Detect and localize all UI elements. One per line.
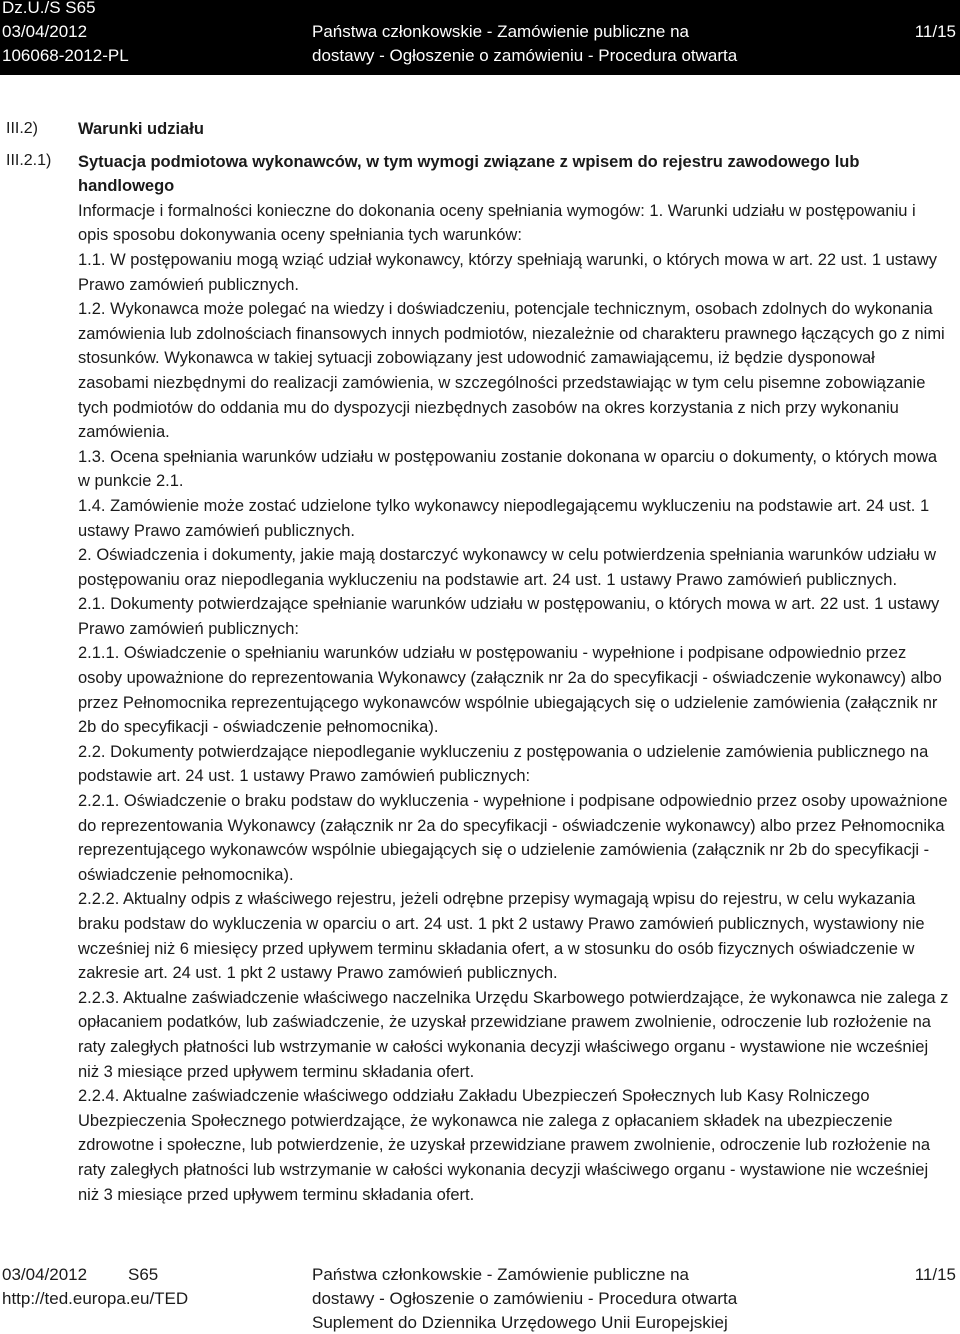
footer-date: 03/04/2012 (2, 1265, 88, 1284)
paragraph: 2.2. Dokumenty potwierdzające niepodleganie wykluczeniu z postępowania o udzielenie zamówienia publicznego na podstawie art. 24 ust. 1 ustawy Prawo zamówień publicznych: (78, 742, 929, 786)
journal-ref: Dz.U./S S65 (2, 0, 96, 17)
page-header (0, 0, 960, 75)
paragraph: 2.2.3. Aktualne zaświadczenie właściwego naczelnika Urzędu Skarbowego potwierdzające, że wykonawca nie zalega z opłacaniem podatków, lub zaświadczenie, że uzyskał przewidziane prawem zwolnienie, odroczenie lub rozłożenie na raty zaległych płatności lub wstrzymanie w całości wykonania decyzji właściwego organu - wystawione nie wcześniej niż 3 miesiące przed upływem terminu składania ofert. (78, 988, 949, 1081)
subsection-number: III.2.1) (6, 152, 52, 169)
paragraph: 2. Oświadczenia i dokumenty, jakie mają dostarczyć wykonawcy w celu potwierdzenia spełniania warunków udziału w postępowaniu oraz niepodlegania wykluczeniu na podstawie art. 24 ust. 1 ustawy Prawo zamówień publicznych. (78, 546, 937, 589)
footer-title-line2: dostawy - Ogłoszenie o zamówieniu - Procedura otwarta (312, 1289, 738, 1308)
header-doc-id: 106068-2012-PL (2, 46, 129, 65)
header-title-line2: dostawy - Ogłoszenie o zamówieniu - Procedura otwarta (312, 46, 738, 65)
subsection-heading: Sytuacja podmiotowa wykonawców, w tym wymogi związane z wpisem do rejestru zawodowego lub handlowego (78, 152, 860, 196)
paragraph: 1.3. Ocena spełniania warunków udziału w postępowaniu zostanie dokonana w oparciu o dokumenty, o których mowa w punkcie 2.1. (78, 447, 938, 491)
paragraph: 1.1. W postępowaniu mogą wziąć udział wykonawcy, którzy spełniają warunki, o których mowa w art. 22 ust. 1 ustawy Prawo zamówień publicznych. (78, 250, 937, 294)
footer-page-number: 11/15 (914, 1265, 956, 1284)
header-page-number: 11/15 (914, 22, 956, 41)
paragraph: 2.1. Dokumenty potwierdzające spełnianie warunków udziału w postępowaniu, o których mowa w art. 22 ust. 1 ustawy Prawo zamówień publicznych: (78, 595, 940, 638)
paragraph: 1.4. Zamówienie może zostać udzielone tylko wykonawcy niepodlegającemu wykluczeniu na podstawie art. 24 ust. 1 ustawy Prawo zamówień publicznych. (78, 496, 930, 540)
paragraph: Informacje i formalności konieczne do dokonania oceny spełniania wymogów: 1. Warunki udziału w postępowaniu i opis sposobu dokonywania oceny spełniania tych warunków: (78, 201, 916, 245)
footer-series: S65 (128, 1265, 159, 1284)
document-body (78, 117, 950, 1207)
footer-url[interactable]: http://ted.europa.eu/TED (2, 1289, 189, 1308)
paragraph: 2.2.1. Oświadczenie o braku podstaw do wykluczenia - wypełnione i podpisane odpowiednio przez osoby upoważnione do reprezentowania Wykonawcy (załącznik nr 2a do specyfikacji - oświadczenie wykonawcy) albo przez Pełnomocnika reprezentującego wykonawców wspólnie ubiegających się o udzielenie zamówienia (załącznik nr 2b do specyfikacji - oświadczenie pełnomocnika). (78, 792, 948, 884)
header-title-line1: Państwa członkowskie - Zamówienie publiczne na (312, 22, 690, 41)
header-date: 03/04/2012 (2, 22, 88, 41)
paragraph: 1.2. Wykonawca może polegać na wiedzy i doświadczeniu, potencjale technicznym, osobach zdolnych do wykonania zamówienia lub zdolnościach finansowych innych podmiotów, niezależnie od charakteru prawnego łączących go z nimi stosunków. Wykonawca w takiej sytuacji zobowiązany jest udowodnić zamawiającemu, iż będzie dysponował zasobami niezbędnymi do realizacji zamówienia, w szczególności przedstawiając w tym celu pisemne zobowiązanie tych podmiotów do oddania mu do dyspozycji niezbędnych zasobów na okres korzystania z nich przy wykonaniu zamówienia. (78, 300, 945, 442)
footer-title-line1: Państwa członkowskie - Zamówienie publiczne na (312, 1265, 690, 1284)
section-number: III.2) (6, 120, 39, 137)
section-heading: Warunki udziału (78, 120, 204, 138)
footer-title-line3: Suplement do Dziennika Urzędowego Unii Europejskiej (312, 1313, 728, 1332)
paragraph: 2.1.1. Oświadczenie o spełnianiu warunków udziału w postępowaniu - wypełnione i podpisane odpowiednio przez osoby upoważnione do reprezentowania Wykonawcy (załącznik nr 2a do specyfikacji - oświadczenie wykonawcy) albo przez Pełnomocnika reprezentującego wykonawców wspólnie ubiegających się o udzielenie zamówienia (załącznik nr 2b do specyfikacji - oświadczenie pełnomocnika). (78, 644, 942, 737)
paragraph: 2.2.4. Aktualne zaświadczenie właściwego oddziału Zakładu Ubezpieczeń Społecznych lub Kasy Rolniczego Ubezpieczenia Społecznego potwierdzające, że wykonawca nie zalega z opłacaniem składek na ubezpieczenie zdrowotne i społeczne, lub potwierdzenie, że uzyskał przewidziane prawem zwolnienie, odroczenie lub rozłożenie na raty zaległych płatności lub wstrzymanie w całości wykonania decyzji właściwego organu - wystawione nie wcześniej niż 3 miesiące przed upływem terminu składania ofert. (78, 1087, 931, 1204)
paragraph: 2.2.2. Aktualny odpis z właściwego rejestru, jeżeli odrębne przepisy wymagają wpisu do rejestru, w celu wykazania braku podstaw do wykluczenia w oparciu o art. 24 ust. 1 pkt 2 ustawy Prawo zamówień publicznych, wystawiony nie wcześniej niż 6 miesięcy przed upływem terminu składania ofert, a w stosunku do osób fizycznych oświadczenie w zakresie art. 24 ust. 1 pkt 2 ustawy Prawo zamówień publicznych. (78, 890, 925, 983)
page-footer (0, 1262, 960, 1334)
